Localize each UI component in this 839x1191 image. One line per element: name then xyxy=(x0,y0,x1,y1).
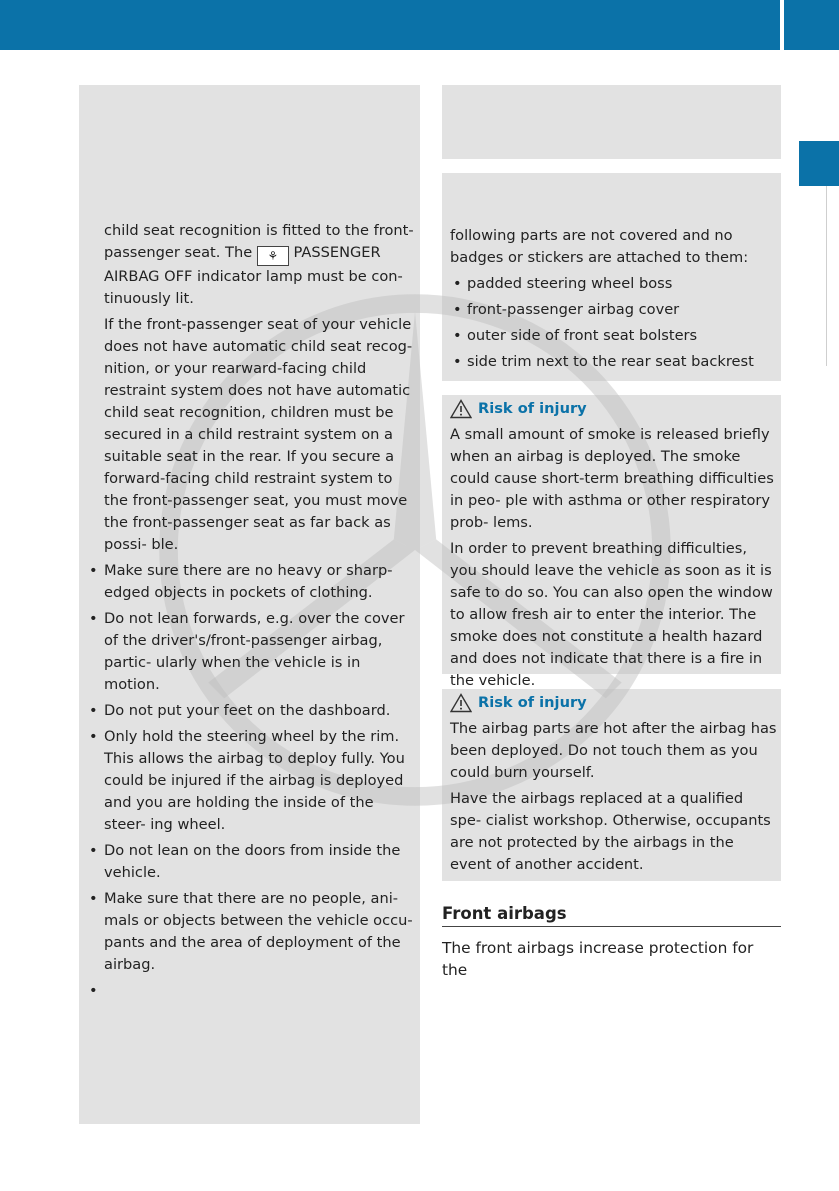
warning-heading xyxy=(450,398,778,420)
header-bar-right xyxy=(784,0,839,50)
warning-triangle-icon xyxy=(450,399,472,419)
passenger-airbag-off-icon: ⚘ xyxy=(257,246,289,266)
list-item: • Make sure that there are no people, ani- mals or objects between the vehicle occu- pants and the area of deployment of the airbag. xyxy=(89,890,413,973)
warning-title: Risk of injury xyxy=(478,694,587,711)
warning-body-2: Have the airbags replaced at a qualified spe- cialist workshop. Otherwise, occupants are not protected by the airbags in the event of another accident. xyxy=(450,790,771,873)
warning-smoke xyxy=(450,398,778,696)
list-item: • Do not lean on the doors from inside the vehicle. xyxy=(89,842,401,881)
list-item: • outer side of front seat bolsters xyxy=(453,327,698,344)
warning-triangle-icon xyxy=(450,693,472,713)
warning-heading xyxy=(450,692,778,714)
section-heading: Front airbags xyxy=(442,904,781,927)
header-bar xyxy=(0,0,780,50)
chapter-tab-line xyxy=(826,186,827,366)
list-item: • Do not lean forwards, e.g. over the cover of the driver's/front-passenger airbag, partic- ularly when the vehicle is in motion. xyxy=(89,610,405,693)
warning-body-1: The airbag parts are hot after the airbag has been deployed. Do not touch them as you could burn yourself. xyxy=(450,720,777,781)
list-item: • Only hold the steering wheel by the rim. This allows the airbag to deploy fully. You could be injured if the airbag is deployed and you are holding the inside of the steer- ing wheel. xyxy=(89,728,405,833)
left-para-1: child seat recognition is fitted to the front- passenger seat. The ⚘ PASSENGER AIRBAG OFF indicator lamp must be con- tinuously lit. xyxy=(104,222,414,307)
section-body: The front airbags increase protection for the xyxy=(442,939,754,979)
right-panel-top xyxy=(442,85,781,159)
list-item: • Make sure there are no heavy or sharp- edged objects in pockets of clothing. xyxy=(89,562,393,601)
warning-hot-parts xyxy=(450,692,778,880)
left-para-2: If the front-passenger seat of your vehicle does not have automatic child seat recog- nition, or your rearward-facing child restraint system does not have automatic child seat recognition, children must be secured in a child restraint system on a suitable seat in the rear. If you secure a forward-facing child restraint system to the front-passenger seat, you must move the front-passenger seat as far back as possi- ble. xyxy=(104,316,413,553)
warning-body-2: In order to prevent breathing difficulties, you should leave the vehicle as soon as it is safe to do so. You can also open the window to allow fresh air to enter the interior. The smoke does not constitute a health hazard and does not indicate that there is a fire in the vehicle. xyxy=(450,540,773,689)
parts-list-text xyxy=(450,225,778,377)
list-item: • side trim next to the rear seat backrest xyxy=(453,353,754,370)
left-column-text: child seat recognition is fitted to the front- passenger seat. The ⚘ PASSENGER AIRBAG OFF indicator lamp must be con- tinuously lit. If the front-passenger seat of your vehicle does not have automatic child seat recog- nition, or your rearward-facing child restraint system does not have automatic child seat recognition, children must be secured in a child restraint system on a suitable seat in the rear. If you secure a forward-facing child restraint system to the front-passenger seat, you must move the front-passenger seat as far back as possi- ble. • Make sure there are no heavy or sharp- edged objects in pockets of clothing. • Do not lean forwards, e.g. over the cover of the driver's/front-passenger airbag, partic- ularly when the vehicle is in motion. • Do not put your feet on the dashboard. • Only hold the steering wheel by the rim. This allows the airbag to deploy fully. You could be injured if the airbag is deployed and you are holding the inside of the steer- ing wheel. • Do not lean on the doors from inside the vehicle. • Make sure that there are no people, ani- mals or objects between the vehicle occu- pants and the area of deployment of the airbag. • xyxy=(89,222,414,999)
list-item: • front-passenger airbag cover xyxy=(453,301,680,318)
warning-body-1: A small amount of smoke is released briefly when an airbag is deployed. The smoke could cause short-term breathing difficulties in peo- ple with asthma or other respiratory prob- lems. xyxy=(450,426,774,531)
warning-title: Risk of injury xyxy=(478,400,587,417)
parts-intro: following parts are not covered and no badges or stickers are attached to them: xyxy=(450,227,749,266)
chapter-tab xyxy=(799,141,839,186)
list-item: • Do not put your feet on the dashboard. xyxy=(89,702,391,719)
list-item: • padded steering wheel boss xyxy=(453,275,673,292)
